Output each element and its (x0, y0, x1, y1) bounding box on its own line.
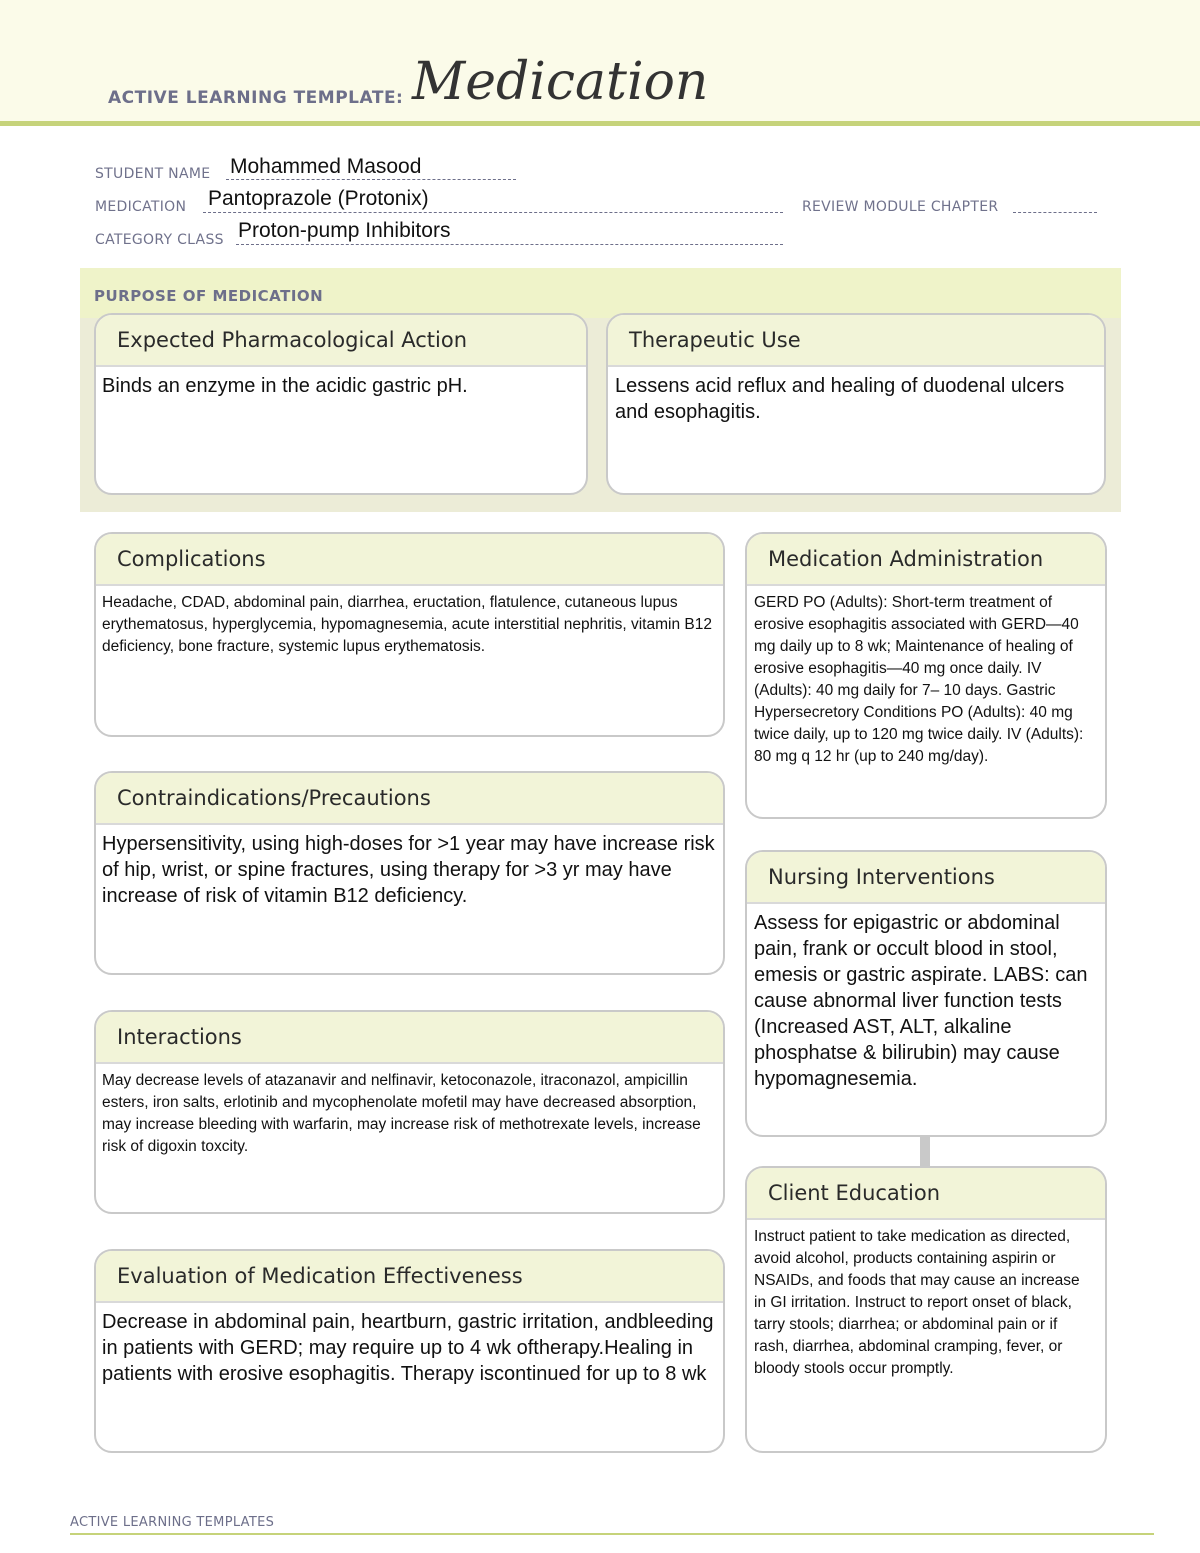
administration-body: GERD PO (Adults): Short-term treatment of erosive esophagitis associated with GERD—40 mg daily up to 8 wk; Maintenance of healing of erosive esophagitis—40 mg once daily. IV (Adults): 40 mg daily for 7– 10 days. Gastric Hypersecretory Conditions PO (Adults): 40 mg twice daily, up to 120 mg twice daily. IV (Adults): 80 mg q 12 hr (up to 240 mg/day). (754, 594, 1084, 765)
administration-card (745, 532, 1107, 819)
expected-action-title: Expected Pharmacological Action (96, 315, 586, 367)
administration-title: Medication Administration (747, 534, 1105, 586)
student-name-label: STUDENT NAME (95, 166, 211, 182)
purpose-label: PURPOSE OF MEDICATION (94, 287, 324, 305)
client-education-card (745, 1166, 1107, 1453)
header-rule (0, 121, 1200, 126)
interactions-body: May decrease levels of atazanavir and nelfinavir, ketoconazole, itraconazol, ampicillin esters, iron salts, erlotinib and mycophenolate mofetil may have decreased absorption, may increase bleeding with warfarin, may increase risk of methotrexate levels, increase risk of digoxin toxcity. (102, 1072, 701, 1155)
student-name-field[interactable]: Mohammed Masood (230, 155, 422, 178)
therapeutic-use-card (606, 313, 1106, 495)
expected-action-card (94, 313, 588, 495)
nursing-interventions-card (745, 850, 1107, 1137)
page-title: Medication (412, 52, 709, 112)
medication-line (203, 211, 783, 213)
complications-title: Complications (96, 534, 723, 586)
medication-label: MEDICATION (95, 199, 187, 215)
category-class-label: CATEGORY CLASS (95, 232, 224, 248)
evaluation-body: Decrease in abdominal pain, heartburn, gastric irritation, andbleeding in patients with GERD; may require up to 4 wk oftherapy.Healing in patients with erosive esophagitis. Therapy iscontinued for up to 8 wk (102, 1311, 714, 1385)
client-education-title: Client Education (747, 1168, 1105, 1220)
evaluation-title: Evaluation of Medication Effectiveness (96, 1251, 723, 1303)
template-label: ACTIVE LEARNING TEMPLATE: (108, 88, 404, 108)
therapeutic-use-title: Therapeutic Use (608, 315, 1104, 367)
contraindications-body: Hypersensitivity, using high-doses for >1 year may have increase risk of hip, wrist, or spine fractures, using therapy for >3 yr may have increase of risk of vitamin B12 deficiency. (102, 833, 715, 907)
medication-field[interactable]: Pantoprazole (Protonix) (208, 187, 429, 210)
nursing-interventions-body: Assess for epigastric or abdominal pain, frank or occult blood in stool, emesis or gastric aspirate. LABS: can cause abnormal liver function tests (Increased AST, ALT, alkaline phosphatse & bilirubin) may cause hypomagnesemia. (754, 912, 1088, 1090)
complications-card (94, 532, 725, 737)
therapeutic-use-body: Lessens acid reflux and healing of duodenal ulcers and esophagitis. (615, 375, 1065, 423)
interactions-card (94, 1010, 725, 1214)
contraindications-card (94, 771, 725, 975)
complications-body: Headache, CDAD, abdominal pain, diarrhea, eructation, flatulence, cutaneous lupus erythematosus, hyperglycemia, hypomagnesemia, acute interstitial nephritis, vitamin B12 deficiency, bone fracture, systemic lupus erythematosis. (102, 594, 712, 655)
expected-action-body: Binds an enzyme in the acidic gastric pH. (102, 375, 468, 397)
evaluation-card (94, 1249, 725, 1453)
nursing-interventions-title: Nursing Interventions (747, 852, 1105, 904)
review-module-label: REVIEW MODULE CHAPTER (802, 199, 999, 215)
review-module-field[interactable] (1013, 211, 1097, 213)
card-connector (920, 1135, 930, 1166)
client-education-body: Instruct patient to take medication as directed, avoid alcohol, products containing aspirin or NSAIDs, and foods that may cause an increase in GI irritation. Instruct to report onset of black, tarry stools; diarrhea; or abdominal pain or if rash, diarrhea, abdominal cramping, fever, or bloody stools occur promptly. (754, 1228, 1080, 1377)
footer-label: ACTIVE LEARNING TEMPLATES (70, 1515, 275, 1530)
footer-rule (70, 1533, 1154, 1535)
category-class-field[interactable]: Proton-pump Inhibitors (238, 219, 451, 242)
contraindications-title: Contraindications/Precautions (96, 773, 723, 825)
category-class-line (236, 243, 783, 245)
interactions-title: Interactions (96, 1012, 723, 1064)
